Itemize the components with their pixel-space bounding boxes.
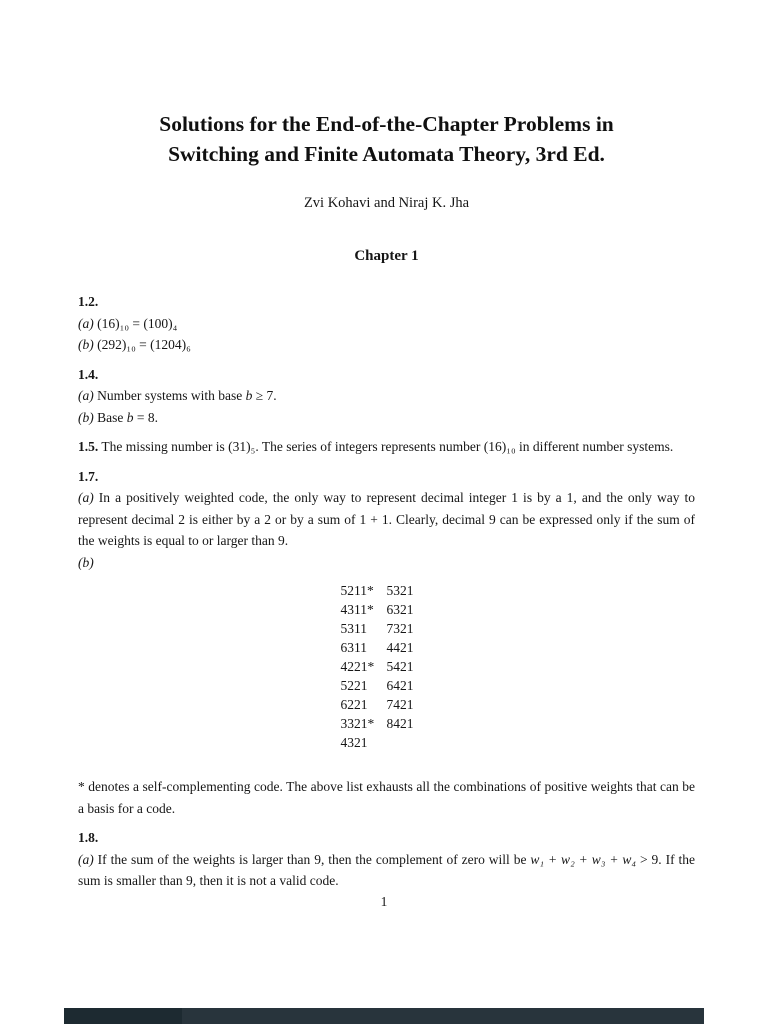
problem-1-7 xyxy=(78,466,695,753)
weights-table xyxy=(341,581,433,752)
problem-1-5 xyxy=(78,436,695,458)
weight-value: 4421 xyxy=(386,640,414,656)
problem-1-4-label: 1.4. xyxy=(78,366,99,382)
text-segment: b xyxy=(245,388,253,404)
text-segment: (b) xyxy=(78,409,94,425)
text-segment: Number systems with base xyxy=(93,388,246,404)
text-segment: (a) xyxy=(78,388,94,404)
title-line-2: Switching and Finite Automata Theory, 3rd Ed. xyxy=(168,141,605,166)
text-segment: b xyxy=(126,409,134,425)
weight-value: 6321 xyxy=(386,602,414,618)
weights-row xyxy=(341,676,433,695)
weight-value: 4321 xyxy=(340,735,368,751)
problem-1-7-solution-b-label xyxy=(78,552,695,574)
document-content xyxy=(78,291,695,892)
text-segment: 1.5. xyxy=(78,439,99,455)
problem-1-4-solution-a xyxy=(78,385,695,407)
problem-1-2-solution-a xyxy=(78,313,695,335)
text-segment: In a positively weighted code, the only way to represent decimal integer 1 is by a 1, and the only way to represent decimal 2 is either by a 2 or by a sum of 1 + 1. Clearly, decimal 9 can be expressed only if the sum of the weights is equal to or larger than 9. xyxy=(78,490,695,549)
weight-value: 3321* xyxy=(340,716,375,732)
problem-1-4 xyxy=(78,364,695,429)
weight-value: 8421 xyxy=(386,716,414,732)
text-segment: (292)₁₀ = (1204)₆ xyxy=(93,337,191,353)
weights-row xyxy=(341,714,433,733)
problem-1-2-solution-b xyxy=(78,334,695,356)
weight-value: 4311* xyxy=(340,602,374,618)
text-segment: ≥ 7. xyxy=(252,388,277,404)
footnote: * denotes a self-complementing code. The above list exhausts all the combinations of positive weights that can be a basis for a code. xyxy=(78,779,695,816)
weight-value: 5421 xyxy=(386,659,414,675)
text-segment: (a) xyxy=(78,851,94,867)
chapter-heading: Chapter 1 xyxy=(354,248,419,265)
text-segment: > 9. If the sum is smaller than 9, then it is not a valid code. xyxy=(78,851,695,889)
weight-value: 6311 xyxy=(340,640,367,656)
problem-1-8 xyxy=(78,827,695,892)
weights-row xyxy=(341,733,433,752)
problem-1-2 xyxy=(78,291,695,356)
weights-row xyxy=(341,657,433,676)
viewer-bottom-bar[interactable] xyxy=(64,1008,704,1024)
weight-value: 5221 xyxy=(340,678,368,694)
text-segment: (a) xyxy=(78,490,94,506)
title-line-1: Solutions for the End-of-the-Chapter Problems in xyxy=(159,112,614,136)
text-segment: = 8. xyxy=(133,409,158,425)
weight-value: 4221* xyxy=(340,659,375,675)
problem-1-7-solution-a xyxy=(78,487,695,552)
document-title xyxy=(78,110,695,169)
text-segment: The missing number is (31)₅. The series of integers represents number (16)₁₀ in different number systems. xyxy=(98,439,674,455)
text-segment: If the sum of the weights is larger than 9, then the complement of zero will be xyxy=(93,851,531,867)
problem-1-7-label: 1.7. xyxy=(78,468,99,484)
problem-1-4-solution-b xyxy=(78,407,695,429)
problem-1-5-solution xyxy=(78,436,695,458)
weight-value: 5311 xyxy=(340,621,367,637)
weight-value xyxy=(387,733,433,752)
page-number: 1 xyxy=(380,894,388,909)
problem-1-8-label: 1.8. xyxy=(78,830,99,846)
viewer-bar-left-segment[interactable] xyxy=(64,1008,182,1024)
authors-line: Zvi Kohavi and Niraj K. Jha xyxy=(303,195,470,212)
problem-1-2-label: 1.2. xyxy=(78,294,99,310)
weight-value: 5211* xyxy=(340,583,374,599)
problem-1-8-solution-a xyxy=(78,849,695,892)
weight-value: 7321 xyxy=(386,621,414,637)
weight-value: 6221 xyxy=(340,697,368,713)
weights-row xyxy=(341,600,433,619)
text-segment: Base xyxy=(93,409,127,425)
weight-value: 7421 xyxy=(386,697,414,713)
weights-row xyxy=(341,619,433,638)
weights-row xyxy=(341,695,433,714)
text-segment: (b) xyxy=(78,554,94,570)
text-segment: (a) xyxy=(78,315,94,331)
text-segment: w₁ + w₂ + w₃ + w₄ xyxy=(530,851,637,867)
weight-value: 5321 xyxy=(386,583,414,599)
weights-row xyxy=(341,581,433,600)
weights-row xyxy=(341,638,433,657)
text-segment: (b) xyxy=(78,337,94,353)
text-segment: (16)₁₀ = (100)₄ xyxy=(93,315,178,331)
weight-value: 6421 xyxy=(386,678,414,694)
